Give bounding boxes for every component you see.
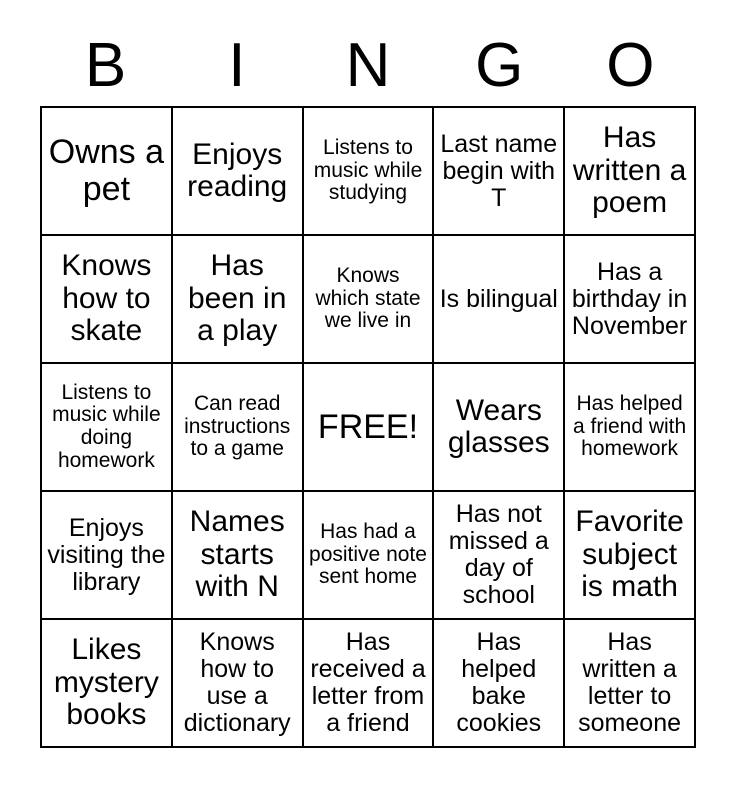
bingo-header-letter-i: I — [228, 31, 246, 100]
bingo-cell[interactable]: Likes mystery books — [41, 619, 172, 747]
bingo-header-letter-b: B — [84, 31, 127, 100]
bingo-cell[interactable]: Is bilingual — [433, 235, 564, 363]
bingo-header-letter-o: O — [606, 31, 655, 100]
bingo-row — [41, 107, 695, 235]
bingo-row — [41, 235, 695, 363]
bingo-header — [40, 0, 696, 102]
bingo-cell[interactable]: Has received a letter from a friend — [303, 619, 434, 747]
bingo-cell-free[interactable]: FREE! — [303, 363, 434, 491]
bingo-cell[interactable]: Has helped bake cookies — [433, 619, 564, 747]
bingo-cell[interactable]: Knows how to use a dictionary — [172, 619, 303, 747]
bingo-cell[interactable]: Last name begin with T — [433, 107, 564, 235]
bingo-cell[interactable]: Knows which state we live in — [303, 235, 434, 363]
bingo-cell[interactable]: Has helped a friend with homework — [564, 363, 695, 491]
bingo-cell[interactable]: Has been in a play — [172, 235, 303, 363]
bingo-cell[interactable]: Has written a poem — [564, 107, 695, 235]
bingo-row — [41, 363, 695, 491]
bingo-cell[interactable]: Enjoys visiting the library — [41, 491, 172, 619]
bingo-cell[interactable]: Has written a letter to someone — [564, 619, 695, 747]
bingo-row — [41, 619, 695, 747]
bingo-grid — [40, 106, 696, 748]
bingo-cell[interactable]: Knows how to skate — [41, 235, 172, 363]
bingo-cell[interactable]: Can read instructions to a game — [172, 363, 303, 491]
bingo-cell[interactable]: Has a birthday in November — [564, 235, 695, 363]
bingo-cell[interactable]: Has not missed a day of school — [433, 491, 564, 619]
bingo-cell[interactable]: Listens to music while studying — [303, 107, 434, 235]
bingo-cell[interactable]: Names starts with N — [172, 491, 303, 619]
bingo-cell[interactable]: Enjoys reading — [172, 107, 303, 235]
bingo-row — [41, 491, 695, 619]
bingo-cell[interactable]: Wears glasses — [433, 363, 564, 491]
bingo-cell[interactable]: Has had a positive note sent home — [303, 491, 434, 619]
bingo-cell[interactable]: Listens to music while doing homework — [41, 363, 172, 491]
bingo-cell[interactable]: Favorite subject is math — [564, 491, 695, 619]
bingo-cell[interactable]: Owns a pet — [41, 107, 172, 235]
bingo-header-letter-g: G — [475, 31, 524, 100]
bingo-header-letter-n: N — [345, 31, 391, 100]
